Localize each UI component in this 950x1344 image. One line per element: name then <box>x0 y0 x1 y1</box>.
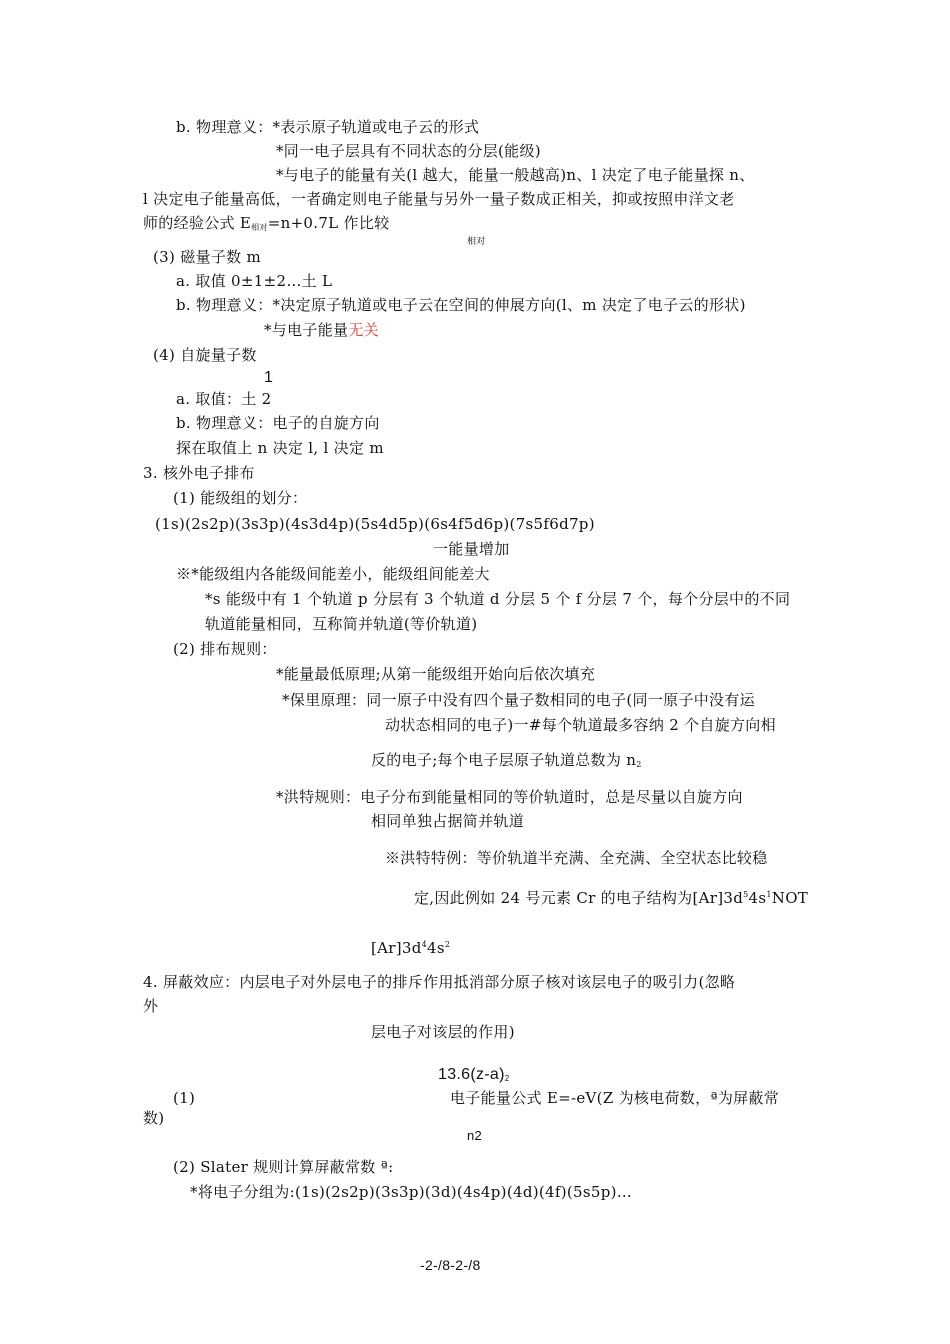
text-line-energy-formula: 电子能量公式 E=-eV(Z 为核电荷数，ª为屏蔽常 <box>450 1089 780 1107</box>
text-line-spin-values: a. 取值：土 2 <box>176 390 272 408</box>
text-line-rule-2c: 反的电子;每个电子层原子轨道总数为 $n_2$ <box>371 751 642 769</box>
text-line-rule-4b: 定,因此例如 24 号元素 Cr 的电子结构为$[Ar]3d^54s^1NOT$ <box>414 889 809 907</box>
text-line-note-2: *s 能级中有 1 个轨道 p 分层有 3 个轨道 d 分层 5 个 f 分层 7 个，每个分层中的不同 <box>205 590 791 608</box>
text-line-magnetic-meaning: b. 物理意义：*决定原子轨道或电子云在空间的伸展方向(l、m 决定了电子云的形状) <box>176 296 746 314</box>
text-line-same-shell: *同一电子层具有不同状态的分层(能级) <box>276 142 541 160</box>
heading-section-4: 4. 屏蔽效应：内层电子对外层电子的排斥作用抵消部分原子核对该层电子的吸引力(忽略 <box>143 973 736 991</box>
text-line-b-physical-meaning: b. 物理意义：*表示原子轨道或电子云的形式 <box>176 118 480 136</box>
text-xiangdui: 相对 <box>467 237 486 247</box>
text-line-note-1: ※*能级组内各能级间能差小，能级组间能差大 <box>176 565 490 583</box>
text-line-energy-relation: *与电子的能量有关(l 越大，能量一般越高)n、l 决定了电子能量探 n、 <box>276 166 755 184</box>
heading-section-4-2: (2) Slater 规则计算屏蔽常数 ª: <box>173 1158 394 1176</box>
text-line-spin-note: 探在取值上 n 决定 l, l 决定 m <box>176 439 384 457</box>
highlight-unrelated: 无关 <box>348 321 379 339</box>
heading-spin-quantum-number: (4) 自旋量子数 <box>153 346 257 364</box>
label-item-4-1: (1) <box>173 1089 196 1107</box>
text-energy-increase: 一能量增加 <box>433 540 510 558</box>
text-line-section-4-wrap: 外 <box>143 997 159 1015</box>
text-line-l-decides: l 决定电子能量高低，一者确定则电子能量与另外一量子数成正相关，抑或按照申洋文老 <box>143 190 735 208</box>
text-line-rule-2b: 动状态相同的电子)一#每个轨道最多容纳 2 个自旋方向相 <box>385 716 776 734</box>
text-line-magnetic-values: a. 取值 0±1±2…土 L <box>176 272 333 290</box>
text-line-rule-4c: $[Ar]3d^44s^2$ <box>371 939 451 957</box>
text-line-section-4-cont: 层电子对该层的作用) <box>371 1023 515 1041</box>
text-spin-fraction-numerator: 1 <box>264 369 274 386</box>
text-line-energy-groups: (1s)(2s2p)(3s3p)(4s3d4p)(5s4d5p)(6s4f5d6p)(7s5f6d7p) <box>155 515 595 533</box>
text-line-electron-groups: *将电子分组为:(1s)(2s2p)(3s3p)(3d)(4s4p)(4d)(4f)(5s5p)… <box>190 1183 633 1201</box>
text-line-formula: 师的经验公式 $E_{相对}=n+0.7L$ 作比较 <box>143 214 390 232</box>
text-line-rule-1: *能量最低原理;从第一能级组开始向后依次填充 <box>276 665 596 683</box>
text-line-note-3: 轨道能量相同，互称简并轨道(等价轨道) <box>205 615 478 633</box>
heading-section-3-1: (1) 能级组的划分： <box>173 489 308 507</box>
text-line-rule-2a: *保里原理：同一原子中没有四个量子数相同的电子(同一原子中没有运 <box>282 691 755 709</box>
heading-magnetic-quantum-number: (3) 磁量子数 m <box>153 248 262 266</box>
formula-fraction-numerator: $13.6(z-a)_2$ <box>438 1066 510 1083</box>
heading-section-3: 3. 核外电子排布 <box>143 464 255 482</box>
text-line-rule-4a: ※洪特特例：等价轨道半充满、全充满、全空状态比较稳 <box>385 849 768 867</box>
text-line-rule-3b: 相同单独占据简并轨道 <box>371 812 525 830</box>
text-line-formula-end: 数) <box>143 1109 165 1127</box>
heading-section-3-2: (2) 排布规则： <box>173 640 277 658</box>
formula-fraction-denominator: n2 <box>467 1128 483 1143</box>
text-line-rule-3a: *洪特规则：电子分布到能量相同的等价轨道时，总是尽量以自旋方向 <box>276 788 743 806</box>
page-footer: -2-/8-2-/8 <box>420 1257 481 1273</box>
text-line-magnetic-energy: *与电子能量无关 <box>264 321 379 339</box>
text-line-spin-meaning: b. 物理意义：电子的自旋方向 <box>176 414 380 432</box>
